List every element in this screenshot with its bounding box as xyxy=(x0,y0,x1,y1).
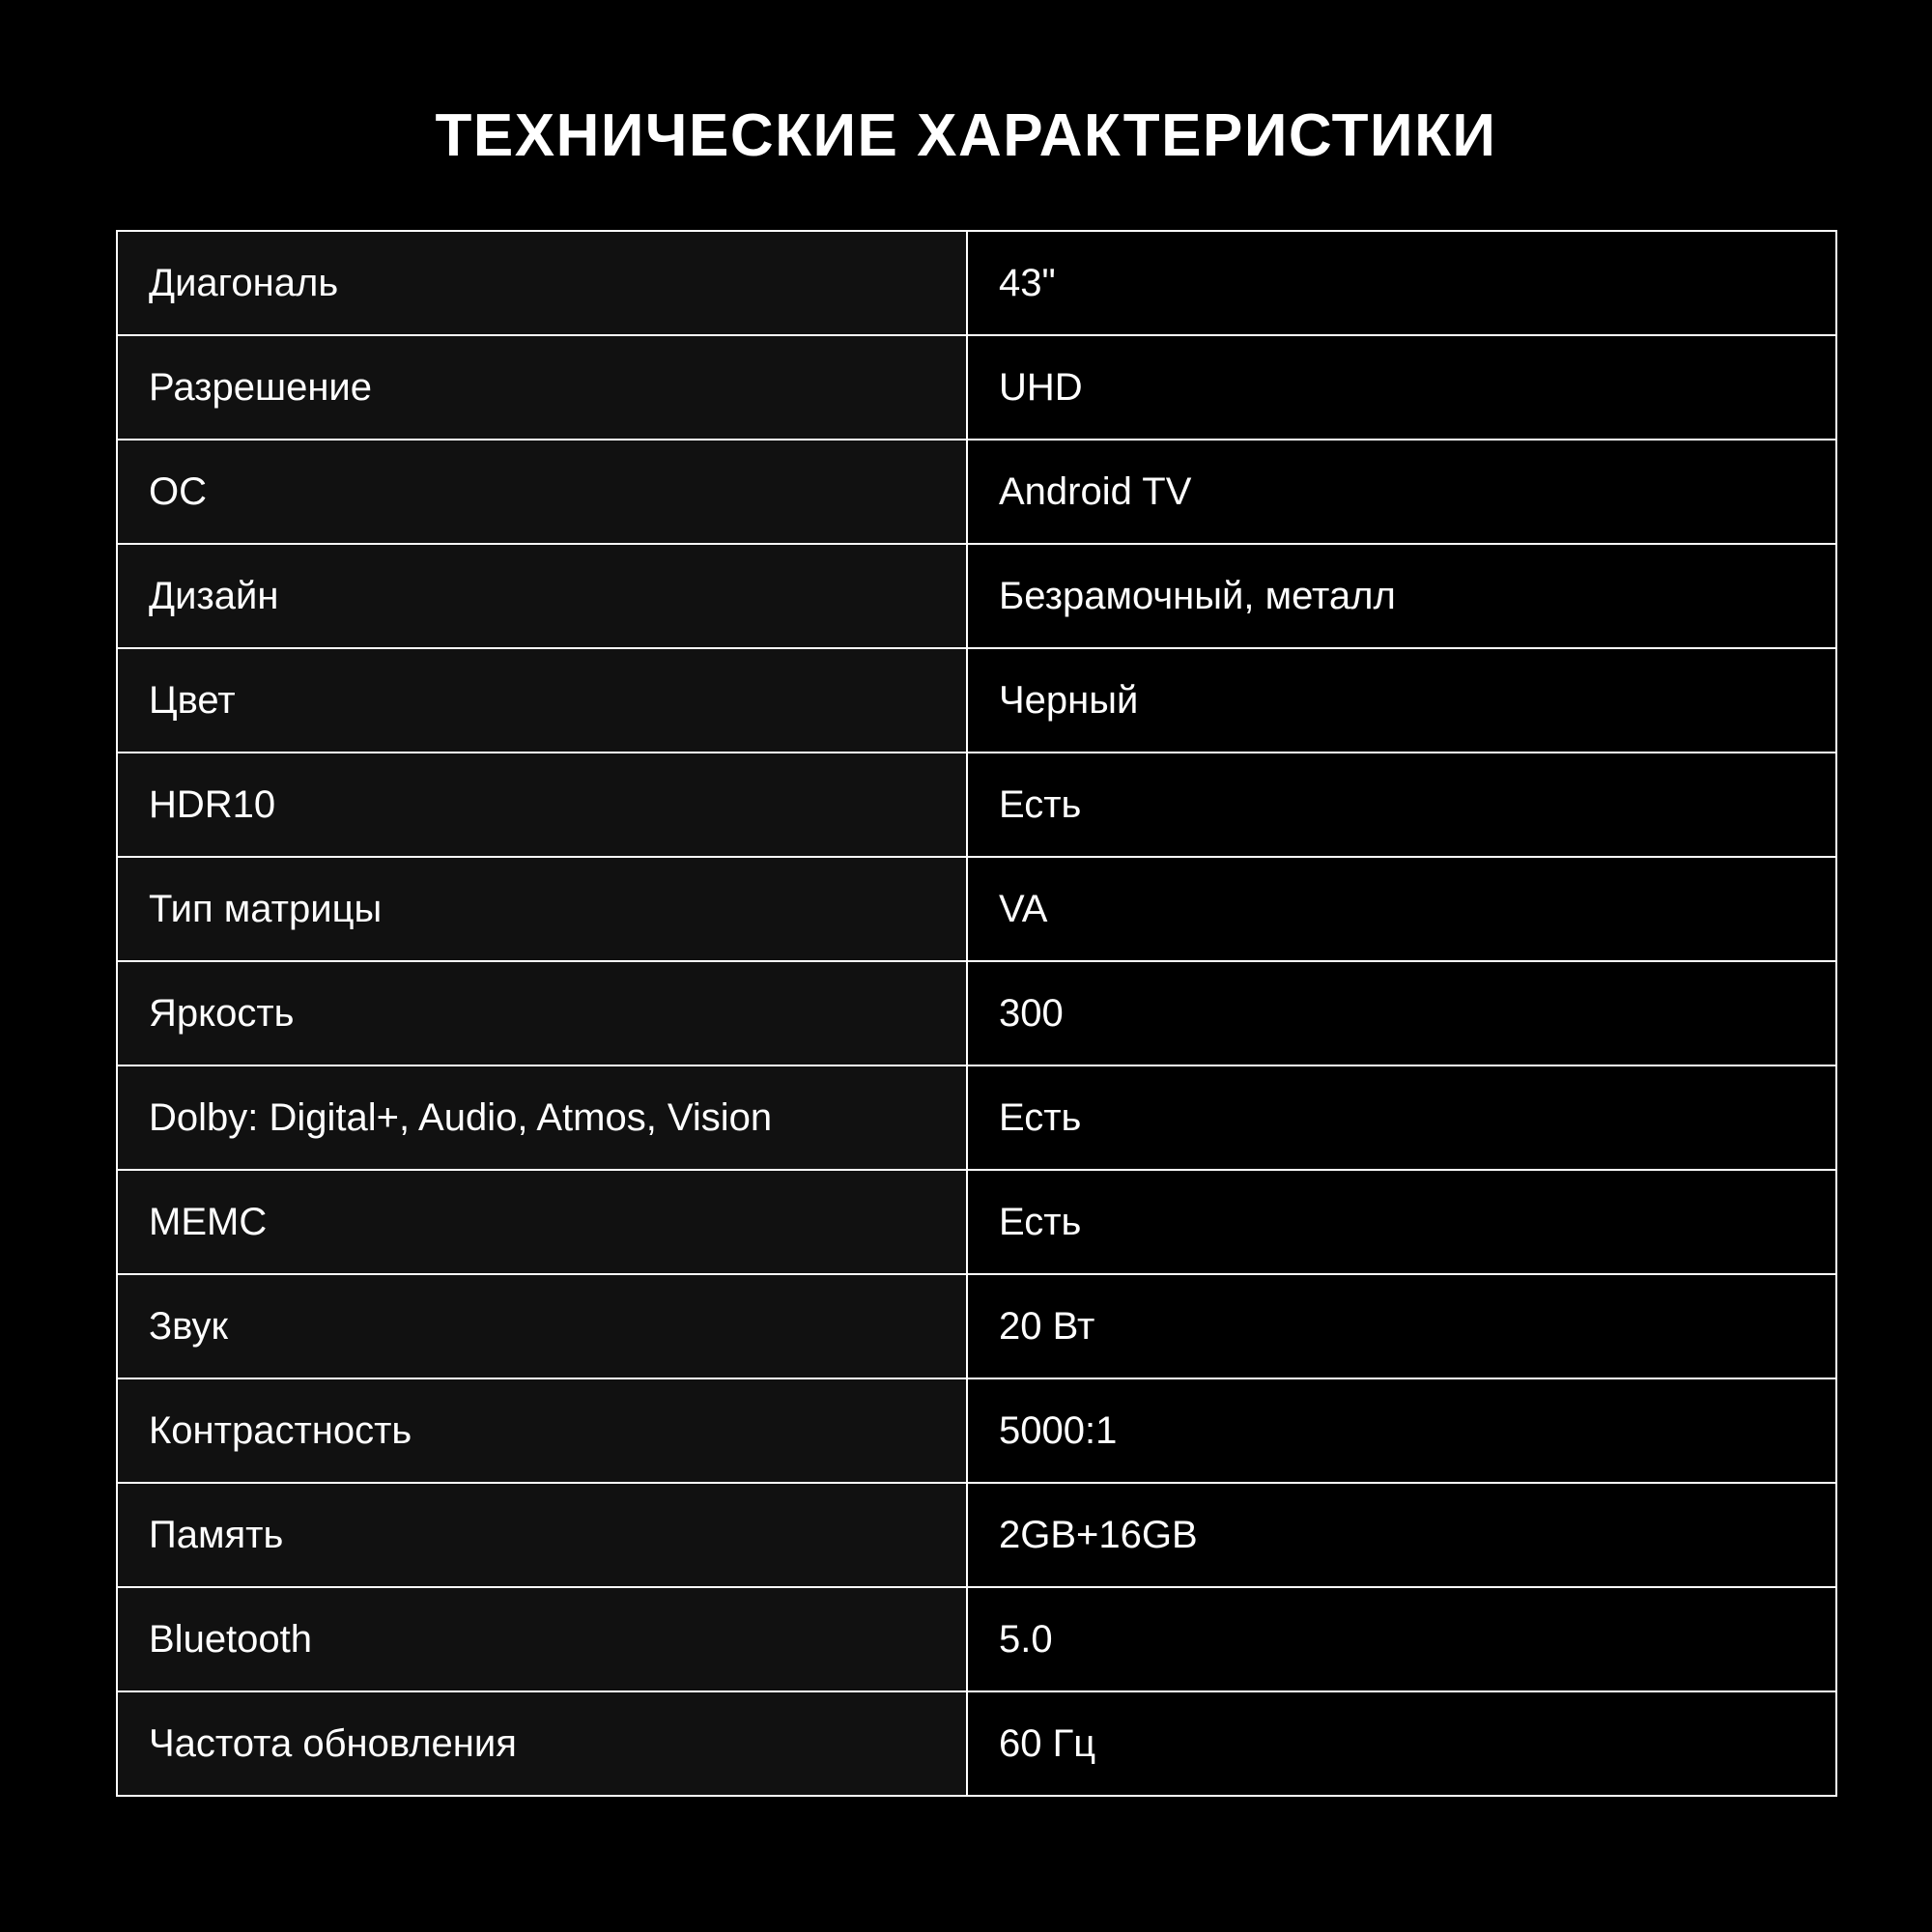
spec-label: HDR10 xyxy=(117,753,967,857)
spec-label: Bluetooth xyxy=(117,1587,967,1691)
table-row xyxy=(117,231,1836,335)
spec-label: Яркость xyxy=(117,961,967,1065)
table-row xyxy=(117,857,1836,961)
spec-value: VA xyxy=(967,857,1836,961)
spec-value: 20 Вт xyxy=(967,1274,1836,1378)
spec-value: 2GB+16GB xyxy=(967,1483,1836,1587)
table-row xyxy=(117,1483,1836,1587)
spec-label: Тип матрицы xyxy=(117,857,967,961)
page-title: ТЕХНИЧЕСКИЕ ХАРАКТЕРИСТИКИ xyxy=(435,102,1497,169)
spec-label: Диагональ xyxy=(117,231,967,335)
spec-value: 5000:1 xyxy=(967,1378,1836,1483)
spec-label: Память xyxy=(117,1483,967,1587)
table-row xyxy=(117,440,1836,544)
table-row xyxy=(117,1587,1836,1691)
spec-label: Дизайн xyxy=(117,544,967,648)
table-row xyxy=(117,1691,1836,1796)
table-row xyxy=(117,753,1836,857)
spec-label: MEMC xyxy=(117,1170,967,1274)
spec-label: Звук xyxy=(117,1274,967,1378)
spec-label: Контрастность xyxy=(117,1378,967,1483)
spec-value: Android TV xyxy=(967,440,1836,544)
table-row xyxy=(117,1065,1836,1170)
table-row xyxy=(117,1378,1836,1483)
spec-value: Есть xyxy=(967,753,1836,857)
spec-value: Черный xyxy=(967,648,1836,753)
spec-value: UHD xyxy=(967,335,1836,440)
spec-value: 300 xyxy=(967,961,1836,1065)
table-row xyxy=(117,648,1836,753)
spec-value: 60 Гц xyxy=(967,1691,1836,1796)
spec-label: Dolby: Digital+, Audio, Atmos, Vision xyxy=(117,1065,967,1170)
spec-value: Есть xyxy=(967,1170,1836,1274)
spec-label: ОС xyxy=(117,440,967,544)
table-row xyxy=(117,1170,1836,1274)
spec-value: Есть xyxy=(967,1065,1836,1170)
table-row xyxy=(117,544,1836,648)
table-row xyxy=(117,1274,1836,1378)
table-row xyxy=(117,961,1836,1065)
spec-label: Разрешение xyxy=(117,335,967,440)
spec-value: 43" xyxy=(967,231,1836,335)
table-row xyxy=(117,335,1836,440)
spec-label: Частота обновления xyxy=(117,1691,967,1796)
spec-value: 5.0 xyxy=(967,1587,1836,1691)
specifications-table xyxy=(116,230,1837,1797)
specifications-table-body xyxy=(117,231,1836,1796)
spec-value: Безрамочный, металл xyxy=(967,544,1836,648)
spec-label: Цвет xyxy=(117,648,967,753)
